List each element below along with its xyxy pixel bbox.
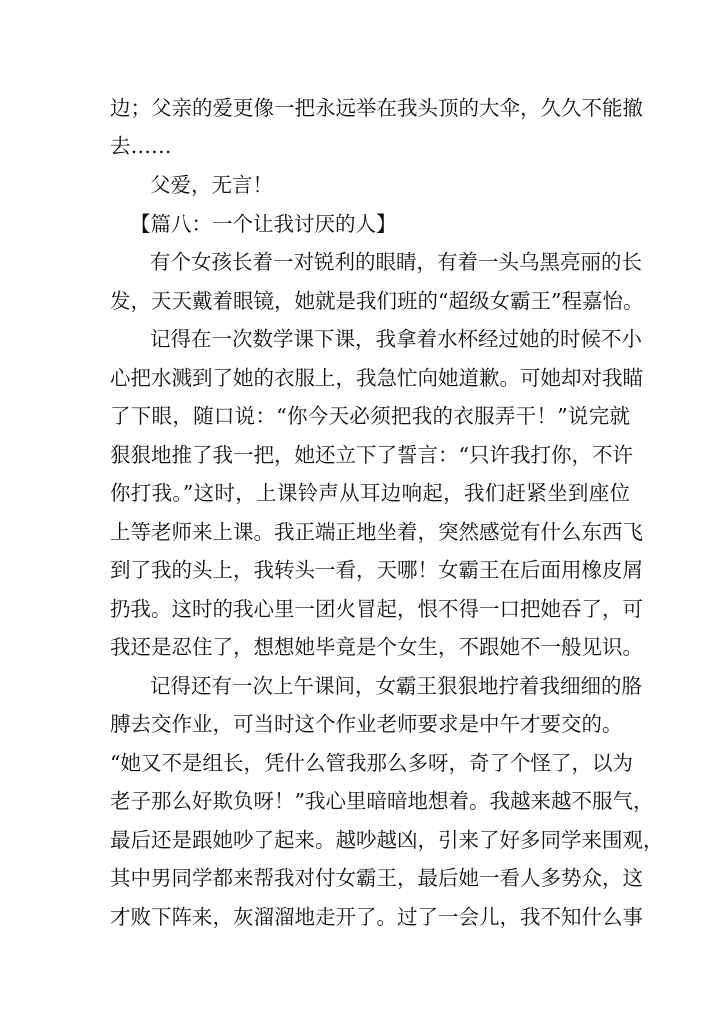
text-line: 发，天天戴着眼镜，她就是我们班的“超级女霸王”程嘉怡。 [110, 289, 644, 313]
text-line: 我还是忍住了，想想她毕竟是个女生，不跟她不一般见识。 [110, 635, 643, 659]
text-line: 上等老师来上课。我正端正地坐着，突然感觉有什么东西飞 [110, 520, 643, 544]
text-line: 去…… [110, 134, 172, 158]
text-line: 最后还是跟她吵了起来。越吵越凶，引来了好多同学来围观， [110, 828, 664, 852]
text-line: 其中男同学都来帮我对付女霸王，最后她一看人多势众，这 [110, 866, 643, 890]
text-line: 边；父亲的爱更像一把永远举在我头顶的大伞，久久不能撤 [110, 96, 643, 120]
text-line: 了下眼，随口说：“你今天必须把我的衣服弄干！”说完就 [110, 404, 630, 428]
paragraph-line: 有个女孩长着一对锐利的眼睛，有着一头乌黑亮丽的长 [150, 250, 642, 274]
section-heading: 【篇八：一个让我讨厌的人】 [130, 212, 397, 236]
text-line: 狠狠地推了我一把，她还立下了誓言：“只许我打你，不许 [110, 443, 633, 467]
paragraph-line: 记得在一次数学课下课，我拿着水杯经过她的时候不小 [150, 327, 642, 351]
text-line: 膊去交作业，可当时这个作业老师要求是中午才要交的。 [110, 712, 623, 736]
paragraph-line: 父爱，无言！ [150, 173, 273, 197]
text-line: 你打我。”这时，上课铃声从耳边响起，我们赶紧坐到座位 [110, 481, 630, 505]
text-line: 才败下阵来，灰溜溜地走开了。过了一会儿，我不知什么事 [110, 905, 643, 929]
paragraph-line: 记得还有一次上午课间，女霸王狠狠地拧着我细细的胳 [150, 674, 642, 698]
text-line: 老子那么好欺负呀！”我心里暗暗地想着。我越来越不服气， [110, 789, 654, 813]
text-line: 心把水溅到了她的衣服上，我急忙向她道歉。可她却对我瞄 [110, 366, 643, 390]
text-line: 到了我的头上，我转头一看，天哪！女霸王在后面用橡皮屑 [110, 558, 643, 582]
text-line: “她又不是组长，凭什么管我那么多呀，奇了个怪了，以为 [110, 751, 633, 775]
text-line: 扔我。这时的我心里一团火冒起，恨不得一口把她吞了，可 [110, 597, 643, 621]
